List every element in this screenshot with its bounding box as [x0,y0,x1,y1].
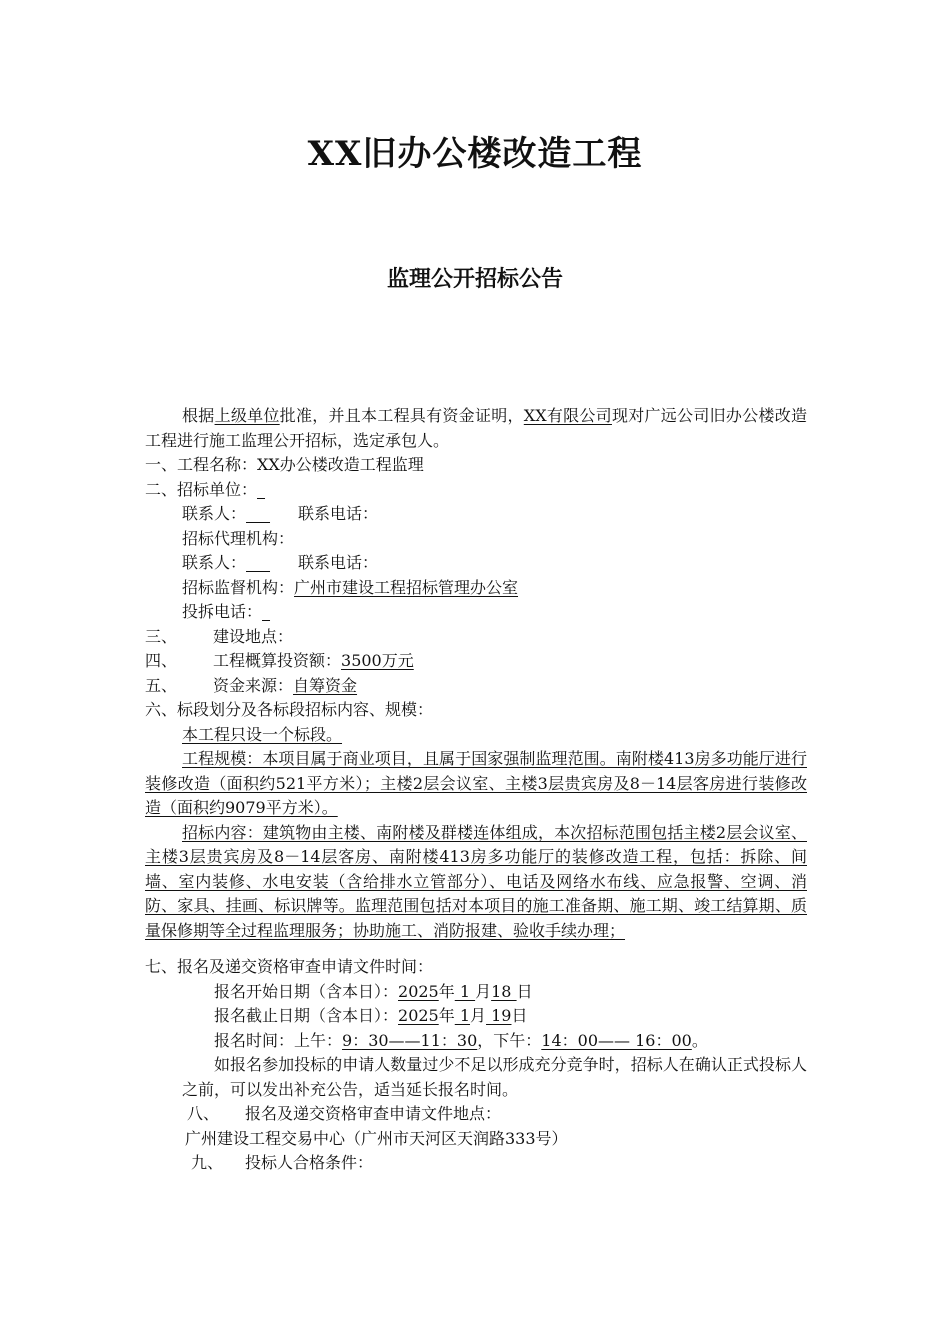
start-date-line: 报名开始日期（含本日）：2025年 1 月18 日 [214,981,533,1001]
section-6: 六、标段划分及各标段招标内容、规模： [145,700,434,719]
section-9: 九、 投标人合格条件： [191,1153,374,1172]
agency-line: 招标代理机构： [182,528,295,548]
document-title: XX旧办公楼改造工程 [307,134,643,174]
complaint-line: 投拆电话：_ [182,602,271,621]
section-7-note: 如报名参加投标的申请人数量过少不足以形成充分竞争时，招标人在确认正式投标人之前，可以发出补充公告，适当延长报名时间。 [182,1055,807,1099]
section-6-line1: 本工程只设一个标段。 [182,724,343,744]
section-1: 一、工程名称：XX办公楼改造工程监理 [145,455,424,474]
section-6-scale: 工程规模：本项目属于商业项目，且属于国家强制监理范围。南附楼413房多功能厅进行装修改造（面积约521平方米）；主楼2层会议室、主楼3层贵宾房及8－14层客房进行装修改造（面积约9079平方米）。 [145,749,807,817]
section-7: 七、报名及递交资格审查申请文件时间： [145,957,434,976]
section-2: 二、招标单位：_ [145,479,266,499]
section-3: 三、 建设地点： [145,626,294,646]
section-8-value: 广州建设工程交易中心（广州市天河区天润路333号） [185,1128,568,1148]
contact-line: 联系人：___ 联系电话： [182,504,379,523]
document-body [145,404,807,1176]
time-line: 报名时间：上午：9：30——11：30，下午：14：00—— 16：00。 [214,1030,708,1050]
intro-paragraph: 根据上级单位批准，并且本工程具有资金证明，XX有限公司现对广远公司旧办公楼改造工程进行施工监理公开招标，选定承包人。 [145,406,807,450]
document-subtitle: 监理公开招标公告 [386,266,563,292]
end-date-line: 报名截止日期（含本日）：2025年 1月 19日 [214,1006,528,1025]
supervisor-line: 招标监督机构：广州市建设工程招标管理办公室 [182,577,519,597]
approver: 上级单位 [214,406,280,425]
contact2-line: 联系人：___ 联系电话： [182,553,379,572]
section-4: 四、 工程概算投资额：3500万元 [145,651,414,670]
owner: XX有限公司 [523,406,612,425]
section-6-content: 招标内容：建筑物由主楼、南附楼及群楼连体组成，本次招标范围包括主楼2层会议室、主楼3层贵宾房及8－14层客房、南附楼413房多功能厅的装修改造工程，包括：拆除、间墙、室内装修、水电安装（含给排水立管部分）、电话及网络水布线、应急报警、空调、消防、家具、挂画、标识牌等。监理范围包括对本项目的施工准备期、施工期、竣工结算期、质量保修期等全过程监理服务；协助施工、消防报建、验收手续办理； [145,822,807,940]
section-8: 八、 报名及递交资格审查申请文件地点： [187,1104,502,1123]
section-5: 五、 资金来源：自筹资金 [145,675,358,695]
